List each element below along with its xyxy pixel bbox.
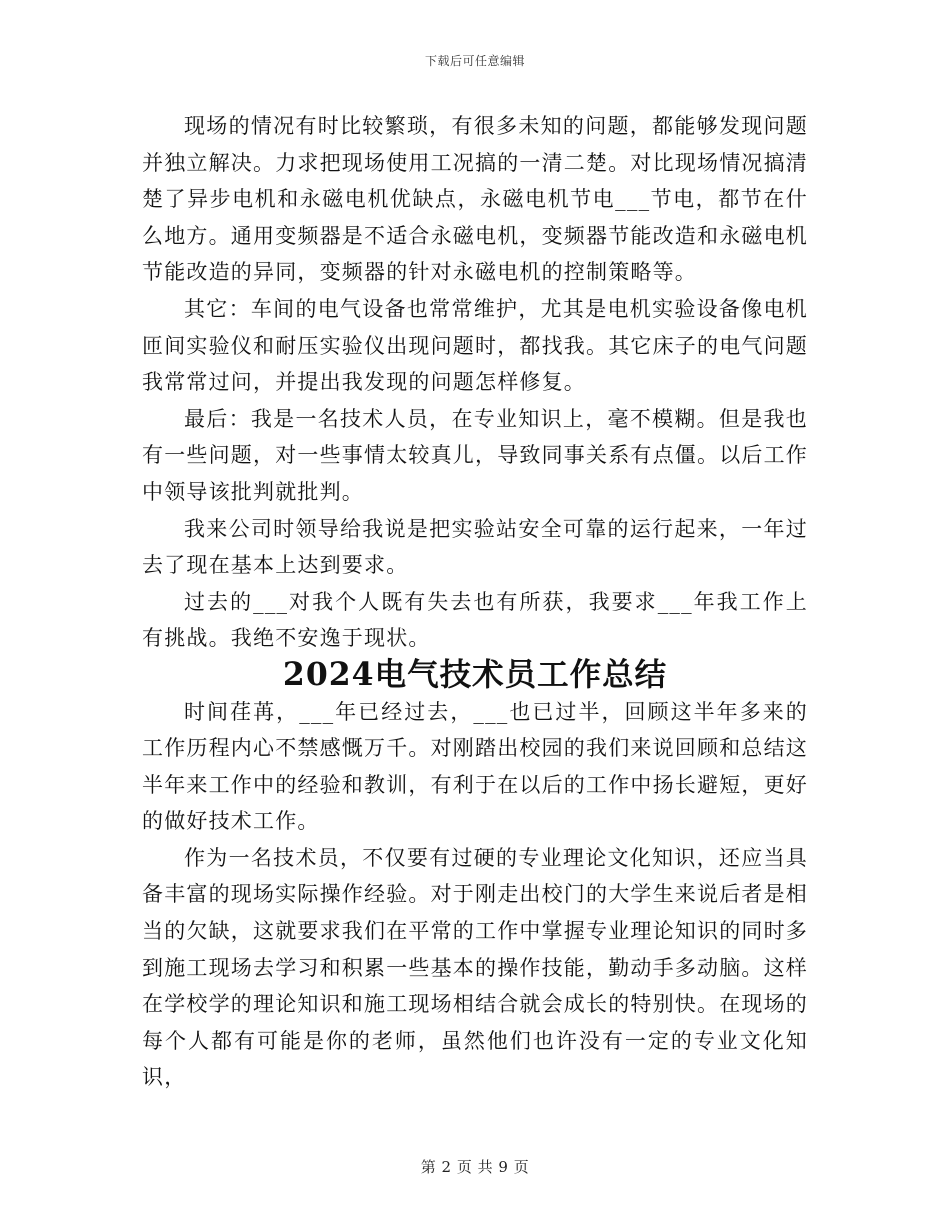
paragraph: 其它：车间的电气设备也常常维护，尤其是电机实验设备像电机匝间实验仪和耐压实验仪出现问题时，都找我。其它床子的电气问题我常常过问，并提出我发现的问题怎样修复。: [142, 296, 808, 395]
document-body: [142, 108, 808, 1096]
paragraph: 过去的___对我个人既有失去也有所获，我要求___年我工作上有挑战。我绝不安逸于现状。: [142, 589, 808, 651]
paragraph: 作为一名技术员，不仅要有过硬的专业理论文化知识，还应当具备丰富的现场实际操作经验。对于刚走出校门的大学生来说后者是相当的欠缺，这就要求我们在平常的工作中掌握专业理论知识的同时多到施工现场去学习和积累一些基本的操作技能，勤动手多动脑。这样在学校学的理论知识和施工现场相结合就会成长的特别快。在现场的每个人都有可能是你的老师，虽然他们也许没有一定的专业文化知识，: [142, 845, 808, 1090]
paragraph: 我来公司时领导给我说是把实验站安全可靠的运行起来，一年过去了现在基本上达到要求。: [142, 516, 808, 578]
header-note: 下载后可任意编辑: [424, 54, 525, 68]
section-title: 2024电气技术员工作总结: [282, 655, 668, 693]
paragraph: 最后：我是一名技术人员，在专业知识上，毫不模糊。但是我也有一些问题，对一些事情太较真儿，导致同事关系有点僵。以后工作中领导该批判就批判。: [142, 406, 808, 504]
page-number: 第 2 页 共 9 页: [420, 1158, 530, 1176]
paragraph: 时间荏苒，___年已经过去，___也已过半，回顾这半年多来的工作历程内心不禁感慨万千。对刚踏出校园的我们来说回顾和总结这半年来工作中的经验和教训，有利于在以后的工作中扬长避短，更好的做好技术工作。: [142, 699, 808, 834]
paragraph: 现场的情况有时比较繁琐，有很多未知的问题，都能够发现问题并独立解决。力求把现场使用工况搞的一清二楚。对比现场情况搞清楚了异步电机和永磁电机优缺点，永磁电机节电___节电，都节在什么地方。通用变频器是不适合永磁电机，变频器节能改造和永磁电机节能改造的异同，变频器的针对永磁电机的控制策略等。: [142, 114, 808, 285]
